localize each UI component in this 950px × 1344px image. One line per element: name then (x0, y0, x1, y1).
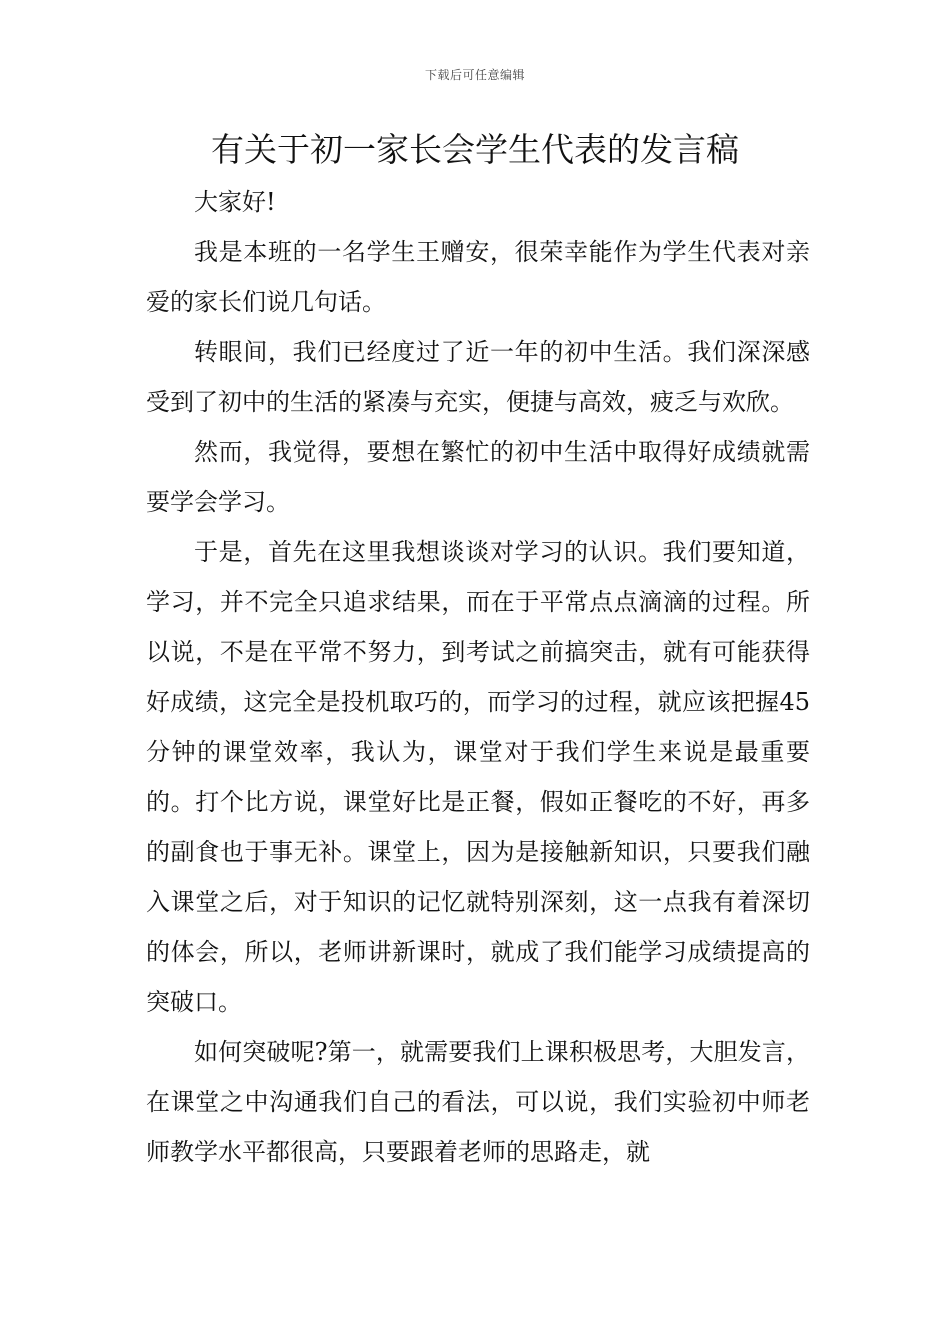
paragraph-understanding: 于是，首先在这里我想谈谈对学习的认识。我们要知道，学习，并不完全只追求结果，而在于平常点点滴滴的过程。所以说，不是在平常不努力，到考试之前搞突击，就有可能获得好成绩，这完全是投机取巧的，而学习的过程，就应该把握45分钟的课堂效率，我认为，课堂对于我们学生来说是最重要的。打个比方说，课堂好比是正餐，假如正餐吃的不好，再多的副食也于事无补。课堂上，因为是接触新知识，只要我们融入课堂之后，对于知识的记忆就特别深刻，这一点我有着深切的体会，所以，老师讲新课时，就成了我们能学习成绩提高的突破口。 (146, 538, 810, 1016)
paragraph-intro: 我是本班的一名学生王赠安，很荣幸能作为学生代表对亲爱的家长们说几句话。 (146, 238, 810, 316)
paragraph-time: 转眼间，我们已经度过了近一年的初中生活。我们深深感受到了初中的生活的紧凑与充实，便捷与高效，疲乏与欢欣。 (146, 338, 810, 416)
paragraph-greeting: 大家好! (194, 188, 276, 216)
header-note: 下载后可任意编辑 (424, 68, 525, 82)
document-title: 有关于初一家长会学生代表的发言稿 (211, 130, 739, 169)
paragraph-breakthrough: 如何突破呢?第一，就需要我们上课积极思考，大胆发言，在课堂之中沟通我们自己的看法，可以说，我们实验初中师老师教学水平都很高，只要跟着老师的思路走，就 (146, 1038, 810, 1166)
document-body (146, 177, 810, 1177)
paragraph-learning: 然而，我觉得，要想在繁忙的初中生活中取得好成绩就需要学会学习。 (146, 438, 810, 516)
